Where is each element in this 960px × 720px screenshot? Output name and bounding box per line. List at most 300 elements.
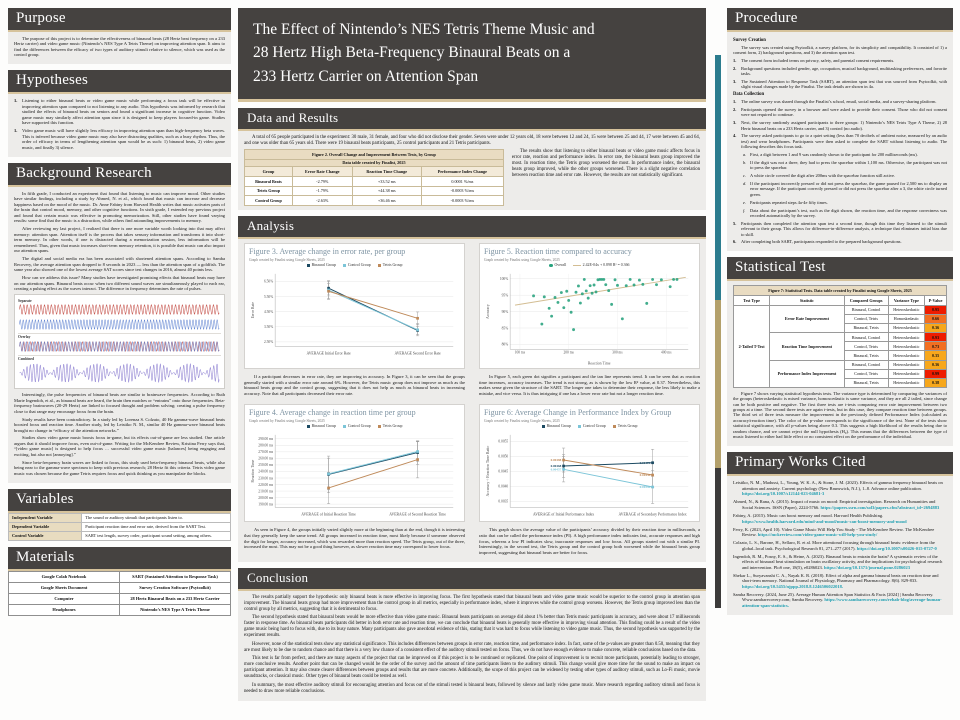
variance-type-cell: Heteroskedastic (888, 323, 924, 332)
list-text: Next, the survey randomly assigned participants to three groups: 1) Nintendo’s NES Tetris Type A Theme, 2) 28 Hertz binaural beats on a 233 Hertz carrier, and 3) control (no audio). (741, 120, 947, 131)
background-paragraph: In fifth grade, I conducted an experiment that found that listening to music can improve mood. Other studies have similar findings, including a study by Ahmed, N. et al., which found that music can increase and decrease happiness based on the mood of the music. Dr. Anne Fabiny from Harvard Health writes that music activates parts of the brain that control mood, memory, and other cognitive functions. In sixth grade, I extended my previous project and found that certain music was effective in promoting memorization. Still, other studies have found varying results: some find that the music is a distraction, while others find astounding improvements to memory. (14, 190, 225, 224)
legend-item (343, 424, 371, 429)
svg-text:AVERAGE of Initial Performance: AVERAGE of Initial Performance Index (532, 512, 595, 517)
left-column (8, 8, 231, 622)
figure2-header-row (245, 167, 504, 177)
reference-item (733, 592, 947, 608)
legend-swatch (343, 425, 347, 429)
svg-text:95%: 95% (501, 293, 509, 298)
reaction-accuracy-scatter (484, 263, 695, 367)
figure2-header: Error Rate Change (292, 167, 352, 177)
svg-text:200 ms: 200 ms (563, 350, 574, 355)
reference-text: Samba Recovery. (2024, June 25). Average Human Attention Span Statistics & Facts [2024] | Samba Recovery. Www.sambarecovery.com; Samba Recovery. (733, 591, 934, 603)
line-chart-svg (249, 430, 460, 519)
conclusion-text (238, 591, 706, 702)
legend-item (307, 424, 336, 429)
procedure-substep (743, 160, 947, 171)
procedure-section (727, 8, 953, 251)
svg-text:0.0055: 0.0055 (498, 439, 509, 444)
svg-text:260.00 ms: 260.00 ms (258, 456, 274, 461)
figure4-credit: Graph created by Finalist using Google Sheets, 2025 (249, 418, 325, 423)
legend-label: Control Group (582, 424, 606, 429)
reference-item (733, 573, 947, 589)
figure3-credit: Graph created by Finalist using Google Sheets, 2025 (249, 257, 325, 262)
procedure-step (733, 79, 947, 90)
background-paragraph: Since beta-frequency brain waves are linked to focus, this study used beta-frequency binaural beats, while also being near to the gamma-wave spectrum to keep with previous research; 28 Hertz fit this criteria. Tetris video game music was chosen because the game Tetris requires focus and quick thinking as you manipulate the blocks. (14, 459, 225, 476)
background-paragraph: Studies show video game music boosts focus in-game, but its effects out-of-game are less studied. One article argues that it should improve focus, even out-of-game. Writing for the McKendree Review, Kristina Ferry says that, “[video game music] is designed to help focus … successful video game music [balances] being engaging and exciting, but also not [annoying].” (14, 435, 225, 457)
svg-text:270.00 ms: 270.00 ms (258, 450, 274, 455)
legend-label: Binaural Group (311, 424, 336, 429)
reference-text: Fabiny, A. (2015). Music can boost memory and mood. Harvard Health Publishing. (733, 513, 884, 519)
svg-text:290.00 ms: 290.00 ms (258, 436, 274, 441)
list-number: 2. (733, 65, 737, 71)
reference-text: Ingendoh, R. M., Posny, E. S., & Heine, A. (2023). Binaural beats to entrain the brain? A systematic review of the effects of binaural beat stimulation on brain oscillatory activity, and the implications for psychological research and intervention. PloS one, 18(5), e0286023. (733, 553, 943, 570)
legend-item (573, 263, 629, 268)
figure2-table (244, 149, 504, 206)
legend-label: Control Group (347, 263, 371, 268)
compared-groups-cell: Binaural, Tetris (844, 351, 888, 360)
procedure-step (733, 58, 947, 63)
reference-link[interactable]: https://doi.org/10.5455/njppp.2018.8.1246506022018. (742, 583, 844, 589)
purpose-header: Purpose (8, 8, 231, 32)
figure6-title: Figure 6: Average Change in Performance Index by Group (484, 408, 672, 418)
background-header: Background Research (8, 163, 231, 187)
figure1-binaural-waves (14, 294, 225, 389)
figure2-header: Performance Index Change (421, 167, 503, 177)
variable-description: Participant reaction time and error rate, derived from the SART Test. (82, 522, 231, 531)
material-cell: Google Sheets Document (9, 582, 120, 593)
svg-text:400 ms: 400 ms (661, 350, 672, 355)
figure2-cell: Control Group (245, 196, 293, 206)
procedure-step (733, 107, 947, 118)
figure7-row (734, 305, 947, 314)
background-section (8, 163, 231, 483)
legend-item (613, 424, 638, 429)
figure2-header: Group (245, 167, 293, 177)
reference-link[interactable]: https://doi.org/10.1007/s12144-023-04681-3 (742, 491, 825, 497)
line-chart-svg (249, 269, 460, 358)
reference-link[interactable]: https://mckreview.com/video-game-music-will-help-you-study/ (757, 532, 878, 538)
svg-text:300 ms: 300 ms (612, 350, 623, 355)
materials-header: Materials (8, 547, 231, 571)
list-text: Video game music will have slightly less efficacy in improving attention span than high-frequency beta waves. This is inferred because video game music may also have distracting qualities, such as a busy rhythm. Thus, the order of efficacy in terms of lengthening attention span would be as such: 1) binaural beats, 2) video game music, and finally 3) silence. (22, 128, 225, 150)
figure2-cell: Tetris Group (245, 186, 293, 196)
materials-row (9, 582, 231, 593)
title-line-2: 28 Hertz High Beta-Frequency Binaural Beats on a (253, 44, 571, 62)
title-line-1: The Effect of Nintendo’s NES Tetris Theme Music and (253, 21, 595, 38)
svg-text:Reaction Time: Reaction Time (587, 361, 611, 366)
list-number: 6. (733, 239, 737, 245)
variables-section (8, 489, 231, 541)
variable-name: Control Variable (9, 531, 82, 540)
variable-name: Dependent Variable (9, 522, 82, 531)
svg-text:100 ms: 100 ms (514, 350, 526, 355)
wave-svg (18, 303, 221, 316)
background-paragraph: The digital and social media era has been associated with shortened attention spans. According to Samba Recovery, the average attention span dropped to 8 seconds in 2023 — less than the attention span of a goldfish. The same year also showed one of the lowest average SAT scores since test changes in 2016, almost 40 points less. (14, 256, 225, 273)
purpose-text: The purpose of this project is to determine the effectiveness of binaural beats (28 Hertz beat frequency on a 233 Hertz carrier) and video game music (Nintendo’s NES Type A Tetris Theme) on improving attention span. It aims to find the differences between the efficacy of two types of auditory stimuli relative to silence, which was used as the control group. (14, 36, 225, 58)
list-text: Background questions included gender, age, occupation, musical background, multitasking preferences, and favorite tasks. (741, 65, 947, 77)
svg-text:80%: 80% (501, 342, 509, 347)
compared-groups-cell: Binaural, Tetris (844, 323, 888, 332)
materials-table (8, 571, 231, 616)
list-text: The Sustained Attention to Response Task (SART), an attention span test that was sourced from Psytoolkit, with slight visual changes made by the Finalist. The task details are shown in 4a. (741, 79, 947, 90)
svg-text:0.00479: 0.00479 (639, 460, 651, 465)
svg-text:Error Rate: Error Rate (250, 301, 255, 319)
error-rate-chart (249, 263, 460, 359)
materials-row (9, 593, 231, 604)
procedure-step (733, 66, 947, 77)
svg-text:220.00 ms: 220.00 ms (258, 482, 274, 487)
statistic-cell: Performance Index Improvement (770, 360, 844, 388)
p-value-cell: 0.38 (925, 378, 947, 387)
legend-swatch (343, 264, 347, 268)
svg-text:0.0035: 0.0035 (498, 499, 509, 504)
figure2-cell: -0.0003 %/ms (421, 186, 503, 196)
compared-groups-cell: Binaural, Control (844, 333, 888, 342)
legend-item (542, 424, 571, 429)
compared-groups-cell: Binaural, Control (844, 360, 888, 369)
legend-label: Tetris Group (382, 424, 403, 429)
figure6-caption: This graph shows the average value of the participants’ accuracy divided by their reaction time in milliseconds, a ratio that can be called the performance index (PI). A high performance index indicates fast, accurate responses and high focus, whereas a low PI indicates slow, inaccurate responses and low focus. All groups started out with a similar PI. Interestingly, in the second test, the Tetris group and the control group both worsened while the binaural beats group improved, suggesting that binaural beats are better for focus. (479, 527, 700, 555)
list-text: A white circle covered the digit after 200ms with the spacebar function still active. (750, 173, 896, 179)
hypotheses-list (8, 94, 231, 156)
figure2-cell: +44.38 ms (352, 186, 421, 196)
figure7-header: Statistic (770, 296, 844, 305)
procedure-step (733, 120, 947, 131)
background-paragraph: Study results have been contradictory. In a study led by Lorenza S. Colzato, 40 Hz gamma-wave binaural beats boosted focus and reaction time. Another study, led by Leistiko N. M., similar 40 Hz gamma-wave binaural beats brought no change in “efficacy of the attention networks.” (14, 416, 225, 433)
reference-link[interactable]: https://www.sambarecovery.com/rehab-blog/average-human-attention-span-statistics. (742, 597, 942, 608)
figure5-card (479, 243, 700, 369)
background-paragraph: Interestingly, the pulse frequencies of binaural beats are similar to brainwave frequencies. According to Ruth Marie Ingendoh, et al., as binaural beats are heard, the brain then matches or “entrains” onto those frequencies. Beta-frequency brainwaves (20-29 Hertz) are linked to focused thought and problem solving; creating a pulse frequency close to that range may encourage focus from the brain. (14, 392, 225, 414)
figure3-card (244, 243, 465, 369)
list-number: a. (743, 152, 747, 158)
svg-text:250.00 ms: 250.00 ms (258, 463, 274, 468)
material-cell: Google Colab Notebook (9, 571, 120, 582)
variables-header: Variables (8, 489, 231, 513)
chart-legend (484, 424, 695, 429)
figure4-title: Figure 4. Average change in reaction time per group (249, 408, 416, 418)
p-value-cell: 0.66 (925, 314, 947, 323)
p-value-cell: 0.93 (925, 333, 947, 342)
reference-text: Leistiko, N. M., Madussi, L., Young, W. K. A., & Stone, J. M. (2023). Effects of gamma frequency binaural beats on attention and anxiety. Current psychology (New Brunswick, N.J.), 1–8. Advance online publication. (733, 480, 943, 491)
purpose-section (8, 8, 231, 64)
svg-text:210.00 ms: 210.00 ms (258, 489, 274, 494)
legend-swatch (307, 264, 311, 268)
reference-text: Colzato, L. S., Barone, H., Sellaro, R. et al. More attentional focusing through binaural beats: evidence from the global–local task. Psychological Research 81, 271–277 (2017). (733, 540, 935, 551)
hypothesis-item (14, 98, 225, 125)
line-chart-svg (484, 430, 695, 519)
figure6-credit: Graph created by Finalist using Google Sheets, 2025 (484, 418, 560, 423)
figure2-header: Reaction Time Change (352, 167, 421, 177)
performance-index-chart (484, 424, 695, 520)
figure5-title: Figure 5. Reaction time compared to accuracy (484, 247, 632, 257)
legend-swatch (378, 425, 382, 429)
legend-swatch (549, 264, 553, 268)
legend-swatch (578, 425, 582, 429)
figure2-cell: -1.79% (292, 186, 352, 196)
svg-text:280.00 ms: 280.00 ms (258, 443, 274, 448)
variable-description: The sound or auditory stimuli that participants listen to. (82, 513, 231, 522)
analysis-header: Analysis (238, 216, 706, 239)
svg-text:AVERAGE of Initial Reaction Ti: AVERAGE of Initial Reaction Time (301, 512, 356, 517)
works-cited-header: Primary Works Cited (727, 452, 953, 476)
statistical-test-header: Statistical Test (727, 257, 953, 281)
svg-text:0.00488: 0.00488 (550, 458, 562, 463)
figure6-card (479, 404, 700, 522)
list-text: Participants opened the survey in a browser and were asked to provide their consent. Those who did not consent were not required to continue. (741, 106, 947, 118)
p-value-cell: 0.95 (925, 305, 947, 314)
procedure-step (733, 239, 947, 244)
chart-legend (249, 263, 460, 268)
legend-item (378, 424, 403, 429)
legend-label: Binaural Group (546, 424, 571, 429)
variance-type-cell: Heteroskedastic (888, 378, 924, 387)
svg-text:5.50%: 5.50% (263, 294, 274, 299)
conclusion-paragraph: In summary, the most effective auditory stimuli for encouraging attention and focus out of the stimuli tested is binaural beats, followed by silence and lastly video game music. More research regarding auditory stimuli and focus is needed to draw more reliable conclusions. (244, 682, 700, 694)
reaction-time-chart (249, 424, 460, 520)
figure2-cell: Binaural Beats (245, 176, 293, 186)
list-number: 3. (733, 120, 737, 126)
procedure-header: Procedure (727, 8, 953, 32)
figure2-cell: -0.0003 %/ms (421, 196, 503, 206)
legend-label: 2.42E-04x + 0.898 R² = 0.366 (582, 263, 630, 268)
svg-text:230.00 ms: 230.00 ms (258, 476, 274, 481)
procedure-substeps (733, 152, 947, 218)
svg-text:AVERAGE Second Error Rate: AVERAGE Second Error Rate (394, 351, 441, 356)
figure2-caption: Figure 2. Overall Change and Improvement Between Tests, by Group (245, 150, 504, 159)
accent-stripe-teal (715, 55, 721, 300)
variance-type-cell: Heteroskedastic (888, 342, 924, 351)
compared-groups-cell: Control, Tetris (844, 369, 888, 378)
survey-creation-intro: The survey was created using Psytoolkit, a survey platform, for its simplicity and compatibility. It consisted of 1) a consent form, 2) background questions, and 3) the attention span test. (733, 44, 947, 56)
list-number: 2. (733, 106, 737, 112)
svg-text:Accuracy: Accuracy (485, 304, 490, 319)
svg-text:Accuracy ÷ Reaction Time Ratio: Accuracy ÷ Reaction Time Ratio (485, 445, 490, 497)
reference-link[interactable]: https://www.health.harvard.edu/mind-and-mood/music-can-boost-memory-and-mood (742, 518, 907, 524)
figure2-row (245, 196, 504, 206)
list-number: b. (743, 159, 747, 165)
figure4-caption: As seen in Figure 4, the groups initially varied slightly more at the beginning than at the end, though it is interesting that they generally keep the same trend. All groups increased in reaction time, most likely because if someone observed the digit for longer, accuracy increased, which was rewarded more than reaction speed. The Tetris group, out of the three, increased the most. This may not be a good thing however, as slower reaction time may correspond to lower focus. (244, 527, 465, 550)
test-type-cell: 2-Tailed T-Test (734, 305, 770, 388)
svg-text:Reaction Time: Reaction Time (250, 459, 255, 483)
reference-item (733, 554, 947, 570)
figure7-header-row (734, 296, 947, 305)
compared-groups-cell: Binaural, Control (844, 305, 888, 314)
variables-row (9, 531, 231, 540)
figure7-header: Test Type (734, 296, 770, 305)
data-collection-heading: Data Collection (733, 92, 765, 98)
data-results-section (238, 108, 706, 210)
materials-row (9, 604, 231, 615)
legend-item (307, 263, 336, 268)
svg-text:240.00 ms: 240.00 ms (258, 469, 274, 474)
list-number: 1. (733, 57, 737, 63)
analysis-section (238, 216, 706, 562)
legend-label: Overall (554, 263, 567, 268)
procedure-substep (743, 200, 947, 205)
wave-beats-svg (18, 362, 221, 384)
figure2-row (245, 176, 504, 186)
wave-group (18, 298, 221, 333)
statistical-test-section (727, 257, 953, 446)
svg-text:0.00468: 0.00468 (550, 464, 562, 469)
references-list (727, 476, 953, 614)
works-cited-section (727, 452, 953, 614)
material-cell: 28 Hertz Binaural Beats on a 233 Hertz Carrier (120, 593, 231, 604)
procedure-step (733, 221, 947, 237)
list-text: Participants repeated steps 4a-4e fifty times. (750, 199, 828, 205)
procedure-substep (743, 181, 947, 197)
chart-legend (249, 424, 460, 429)
variables-row (9, 522, 231, 531)
list-number: f. (743, 207, 746, 213)
data-collection-list (733, 99, 947, 245)
variance-type-cell: Heteroskedastic (888, 305, 924, 314)
compared-groups-cell: Control, Tetris (844, 314, 888, 323)
conclusion-paragraph: The second hypothesis stated that binaural beats would be more effective than video game music. Binaural beats participants on average did about 1% better than Tetris music participants in accuracy, and were about 17 milliseconds faster in response time. As binaural beats participants did better in both error rate and reaction time, we can conclude that binaural beats is generally more effective in improving visual attention. This finding could be a result of the video game music being hard to focus with, due to its busy nature. Many participants also gave anecdotal evidence of this, stating that it was hard to focus while listening to video game music. Thus, the second hypothesis was supported by the experiment results. (244, 615, 700, 638)
accent-stripe-charcoal (715, 468, 721, 608)
hypothesis-item (14, 128, 225, 150)
figure2-row (245, 186, 504, 196)
svg-text:0.0050: 0.0050 (498, 454, 509, 459)
svg-text:6.50%: 6.50% (263, 279, 274, 284)
svg-text:200.00 ms: 200.00 ms (258, 495, 274, 500)
figure7-header: P-Value (925, 296, 947, 305)
wave-group (18, 355, 221, 386)
list-number: 1. (733, 99, 737, 105)
data-results-header: Data and Results (238, 108, 706, 131)
legend-item (549, 263, 566, 268)
materials-section (8, 547, 231, 616)
material-cell: Computer (9, 593, 120, 604)
wave-label: Overlay (18, 335, 31, 340)
svg-text:AVERAGE Initial Error Rate: AVERAGE Initial Error Rate (306, 351, 351, 356)
legend-item (378, 263, 403, 268)
legend-label: Tetris Group (382, 263, 403, 268)
binaural-waves-chart (18, 298, 221, 386)
p-value-cell: 0.99 (925, 369, 947, 378)
legend-label: Control Group (347, 424, 371, 429)
list-number: 1. (14, 128, 18, 134)
compared-groups-cell: Binaural, Tetris (844, 378, 888, 387)
figure5-credit: Graph created by Finalist using Google Sheets, 2025 (484, 257, 560, 262)
reference-text: Ahmed, N., & Rana, A. (2015). Impact of music on mood: Empirical investigation. Research on Humanities and Social Sciences. ISSN (Paper), 2224-5766. (733, 499, 936, 510)
procedure-substep (743, 208, 947, 219)
svg-text:90%: 90% (501, 309, 509, 314)
statistic-cell: Error Rate Improvement (770, 305, 844, 333)
variance-type-cell: Homoskedastic (888, 314, 924, 323)
reference-item (733, 527, 947, 538)
procedure-step (733, 99, 947, 104)
figure2-cell: 0.0001 %/ms (421, 176, 503, 186)
legend-swatch (378, 264, 382, 268)
legend-label: Binaural Group (311, 263, 336, 268)
svg-text:190.00 ms: 190.00 ms (258, 502, 274, 507)
reference-item (733, 499, 947, 510)
conclusion-paragraph: The results partially support the hypothesis: only binaural beats is more effective in improving focus. The first hypothesis stated that binaural beats and video game music would be superior to the control group in attention span improvement. The binaural beats group had more improvement than the control group in all metrics, especially in performance index, where it improves while the control group worsens. However, the Tetris group improved less than the control group by all metrics, suggesting that it is detrimental to focus. (244, 594, 700, 612)
p-value-cell: 0.36 (925, 323, 947, 332)
svg-text:0.00457: 0.00457 (550, 467, 562, 472)
list-text: The survey asked participants to go to a quiet setting (less than 70 decibels of ambient noise, measured by an audio test) and wear headphones. Participants were then asked to complete the SART without listening to audio. The following describes this focus task. (741, 133, 947, 150)
svg-text:3.50%: 3.50% (263, 324, 274, 329)
p-value-cell: 0.35 (925, 351, 947, 360)
variable-name: Independent Variable (9, 513, 82, 522)
figure2-cell: +33.52 ms (352, 176, 421, 186)
right-column (727, 8, 953, 621)
compared-groups-cell: Control, Tetris (844, 342, 888, 351)
p-value-cell: 0.73 (925, 342, 947, 351)
legend-swatch (542, 425, 546, 429)
participants-summary: A total of 65 people participated in the experiment: 30 male, 31 female, and four who did not disclose their gender. Seven were under 12 years old, 18 were between 12 and 24, 15 were between 25 and 44, 17 were between 45 and 64, and one was older than 65 years old. There were 19 binaural beats participants, 25 control participants and 21 Tetris participants. (244, 134, 700, 146)
variance-type-cell: Heteroskedastic (888, 360, 924, 369)
variance-type-cell: Heteroskedastic (888, 333, 924, 342)
legend-label: Tetris Group (617, 424, 638, 429)
svg-text:85%: 85% (501, 326, 509, 331)
svg-text:0.0040: 0.0040 (498, 484, 509, 489)
list-text: Data about the participant’s test, such as the digit shown, the reaction time, and the response correctness was recorded automatically by the survey. (750, 207, 947, 218)
list-number: 3. (733, 79, 737, 85)
reference-item (733, 513, 947, 524)
reference-link[interactable]: https://doi.org/10.1371/journal.pone.0286023 (824, 564, 911, 570)
list-number: e. (743, 199, 747, 205)
svg-text:AVERAGE of Secondary Performan: AVERAGE of Secondary Performance Index (618, 512, 687, 517)
svg-text:0.0045: 0.0045 (498, 469, 509, 474)
figure2-cell: +36.46 ms (352, 196, 421, 206)
scatter-chart-svg (484, 269, 695, 366)
list-number: 1. (14, 98, 18, 104)
background-paragraph: How can we address this issue? Many studies have investigated promising effects that binaural beats may have on our attention spans. Binaural beats occur when two different sound waves are simultaneously played to each ear, creating a pulsing effect as the waves interact. The difference in frequency determines the rate of pulses. (14, 275, 225, 292)
statistic-cell: Reaction Time Improvement (770, 333, 844, 361)
variance-type-cell: Heteroskedastic (888, 351, 924, 360)
figure7-caption-cell: Figure 7: Statistical Tests. Data table created by Finalist using Google Sheets, 2025 (734, 286, 947, 296)
conclusion-paragraph: This test is far from perfect, and there are many aspects of the project that can be improved on if this project is to be continued or replicated. One point of improvement is to recruit more participants, potentially leading to stronger, more conclusive results. Another point that can be changed would be the order of the survey and the amount of time participants listen to the auditory stimuli. This change would give more time for the sound to make an impact on participant attention. It may also create clearer differences between groups and results that are more concrete. Additionally, the scope of this project can be widened by testing other types of auditory stimuli, such as Lo-Fi music, movie soundtracks, or classical music. Other types of binaural beats could be tested as well. (244, 656, 700, 679)
figure2-credit: Data table created by Finalist, 2025 (245, 159, 504, 167)
procedure-step (733, 133, 947, 149)
figure2-cell: -2.79% (292, 176, 352, 186)
hypotheses-section (8, 70, 231, 156)
wave-svg (18, 318, 221, 331)
figure3-title: Figure 3. Average change in error rate, per group (249, 247, 406, 257)
variables-table (8, 513, 231, 541)
list-text: The online survey was shared through the Finalist’s school, email, social media, and a survey-sharing platform. (741, 99, 937, 105)
list-number: 5. (733, 220, 737, 226)
list-text: The consent form included terms on privacy, safety, and parental consent requirements. (741, 57, 895, 63)
reference-link[interactable]: https://doi.org/10.1007/s00426-015-0727-0 (856, 545, 937, 551)
list-text: Listening to either binaural beats or video game music while performing a focus task will be effective in improving attention span compared to not listening to any audio. This hypothesis was informed by research that studied the effects of binaural beats on seniors and found a significant increase in cognitive function. Video game music may similarly affect attention span since it is designed to keep players focused-in game. Studies have supported this function. (22, 98, 225, 126)
materials-row (9, 571, 231, 582)
svg-text:4.50%: 4.50% (263, 309, 274, 314)
poster-title (238, 8, 706, 102)
survey-creation-list (733, 58, 947, 90)
background-paragraph: After reviewing my last project, I realized that there is one more variable worth looking into that may affect memory: attention span. Attention itself is the process that takes sensory information and transforms it into short-term memory. In other words, if one is distracted during a memorization session, less information will be remembered. Thus, given that music increases short-term memory retention, it is possible that music can also impact our attention spans. (14, 226, 225, 254)
conclusion-header: Conclusion (238, 568, 706, 591)
accent-stripe-tan (715, 300, 721, 468)
reference-link[interactable]: https://papers.ssrn.com/sol3/papers.cfm?abstract_id=2694883 (820, 504, 940, 510)
wave-group (18, 333, 221, 355)
procedure-substep (743, 152, 947, 157)
reference-text: Shekar L., Suryavanshi C. A., Nayak K. R. (2018). Effect of alpha and gamma binaural beats on reaction time and short-term memory. National Journal of Physiology, Pharmacy and Pharmacology. 8(6). 829-833. (733, 572, 939, 584)
list-number: d. (743, 181, 747, 187)
variables-row (9, 513, 231, 522)
figure5-caption: In Figure 5, each green dot signifies a participant and the tan line represents trend. It can be seen that as reaction time increases, accuracy increases. The trend is not strong, as is shown by the low R² value, at 0.37. Nevertheless, this makes sense given the structure of the SART. The longer one takes to determine their response, the less likely to make a mistake, and vice versa. It is thus intriguing if one has a lower error rate but not a longer reaction time. (479, 374, 700, 396)
results-summary: The results show that listening to either binaural beats or video game music affects focus in error rate, reaction and performance index. In error rate, the binaural beats group improved the most. In reaction time, the Tetris group worsened the most. In performance index, the binaural beats group improved, while the other groups worsened. There is a slight negative correlation between reaction time and error rate. However, the results are not statistically significant. (511, 149, 700, 178)
svg-text:100%: 100% (499, 276, 509, 281)
list-text: Participants then completed the attention span test a second time, though this time they listened to the stimuli relevant to their group. This allows for difference-in-difference analysis, a technique that eliminates initial bias due to skill. (741, 220, 947, 237)
chart-legend (484, 263, 695, 268)
figure2-cell: -2.63% (292, 196, 352, 206)
material-cell: Headphones (9, 604, 120, 615)
survey-creation-heading: Survey Creation (733, 38, 766, 43)
